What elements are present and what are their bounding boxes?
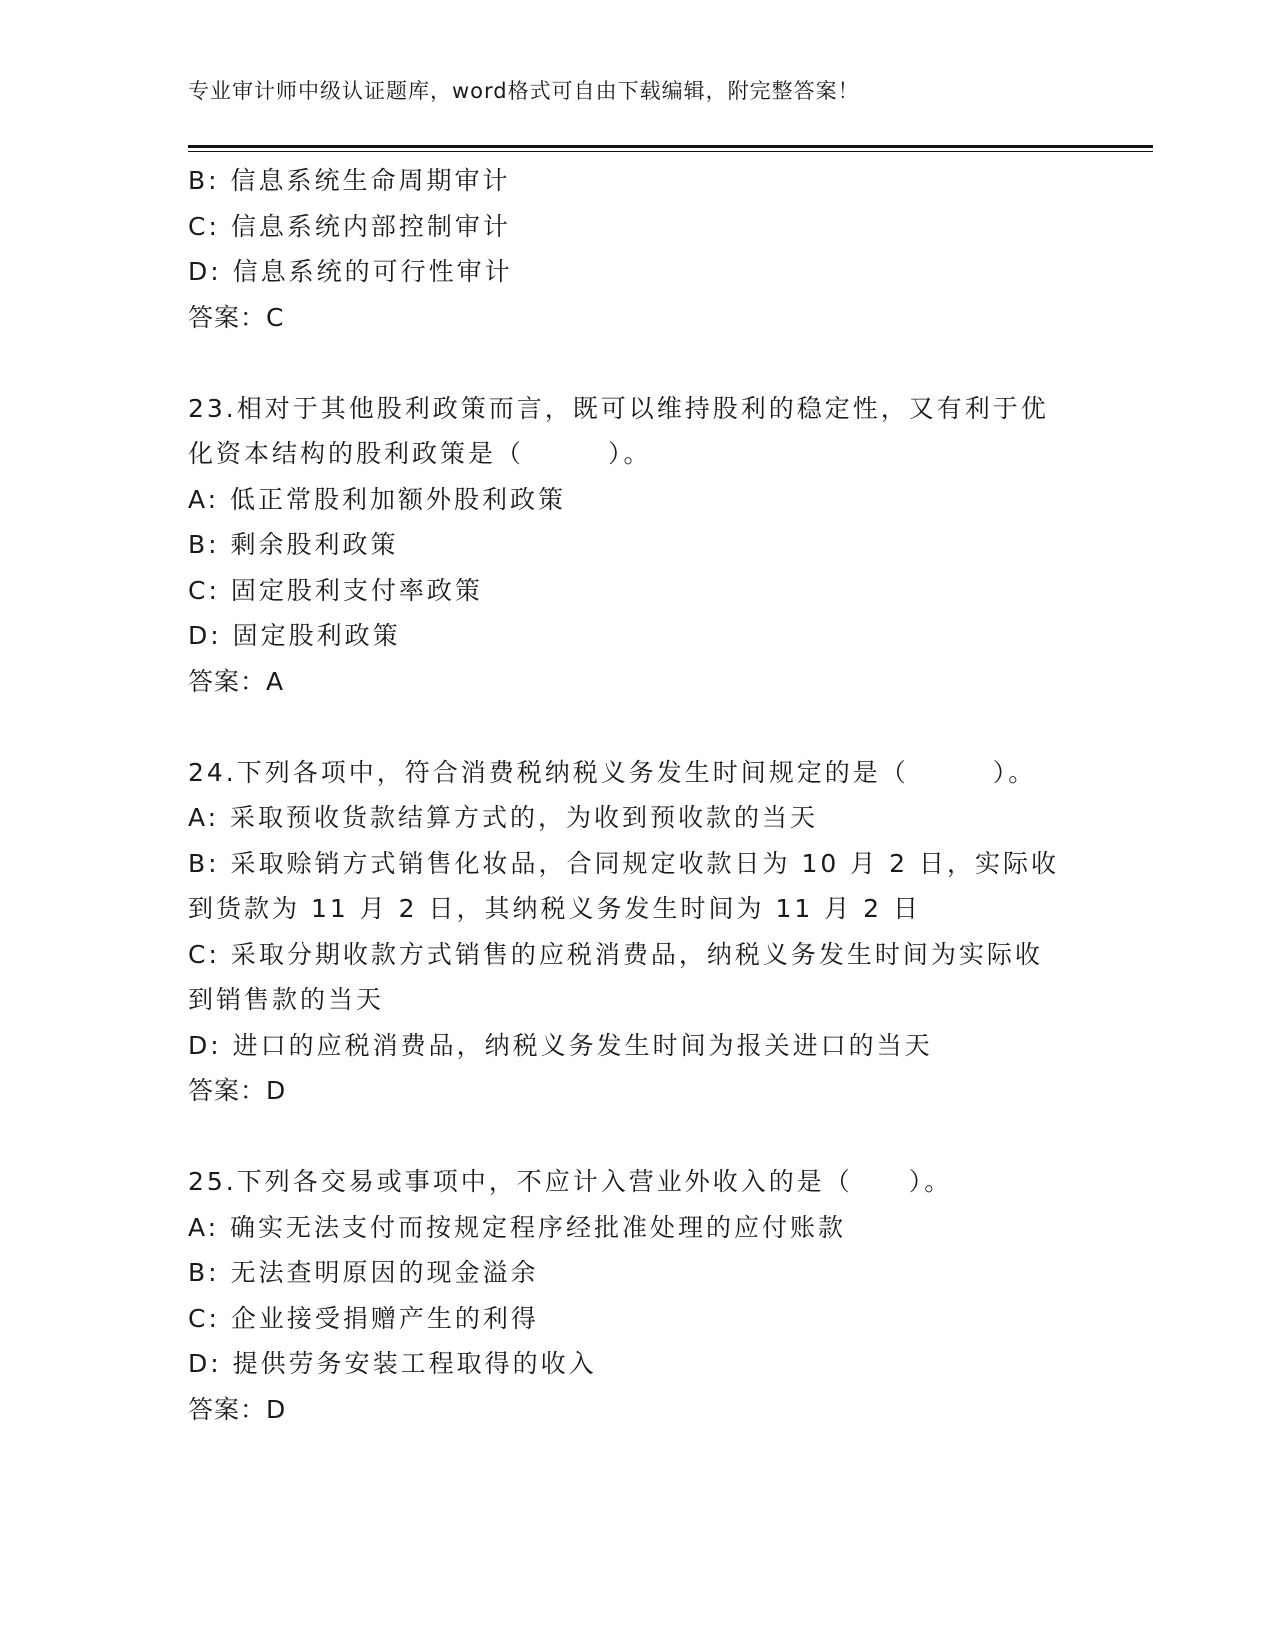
option-a: A: 低正常股利加额外股利政策 bbox=[188, 484, 567, 514]
option-b: B: 采取赊销方式销售化妆品，合同规定收款日为 10 月 2 日，实际收 bbox=[188, 848, 1060, 878]
header-rule-thick bbox=[188, 145, 1153, 148]
question-text-line: 25.下列各交易或事项中，不应计入营业外收入的是（ ）。 bbox=[188, 1167, 953, 1196]
answer: 答案：C bbox=[188, 302, 285, 332]
header-rule-thin bbox=[188, 151, 1153, 152]
option-b: B: 剩余股利政策 bbox=[188, 530, 399, 559]
spacer bbox=[188, 704, 1088, 750]
question-text-line: 化资本结构的股利政策是（ ）。 bbox=[188, 439, 652, 468]
option-d: D: 信息系统的可行性审计 bbox=[188, 257, 513, 286]
option-c: C: 企业接受捐赠产生的利得 bbox=[188, 1303, 539, 1333]
option-d: D: 固定股利政策 bbox=[188, 621, 401, 650]
question-text-line: 24.下列各项中，符合消费税纳税义务发生时间规定的是（ ）。 bbox=[188, 757, 1037, 787]
option-b: B: 无法查明原因的现金溢余 bbox=[188, 1258, 539, 1287]
option-b: B: 信息系统生命周期审计 bbox=[188, 166, 511, 195]
question-text-line: 23.相对于其他股利政策而言，既可以维持股利的稳定性，又有利于优 bbox=[188, 393, 1049, 423]
answer: 答案：D bbox=[188, 1394, 287, 1424]
question-24 bbox=[188, 750, 1088, 1114]
question-25 bbox=[188, 1159, 1088, 1432]
option-c-continued: 到销售款的当天 bbox=[188, 985, 385, 1014]
answer: 答案：A bbox=[188, 666, 285, 696]
option-c: C: 固定股利支付率政策 bbox=[188, 575, 483, 605]
option-b-continued: 到货款为 11 月 2 日，其纳税义务发生时间为 11 月 2 日 bbox=[188, 894, 922, 923]
answer: 答案：D bbox=[188, 1076, 287, 1105]
page-header: 专业审计师中级认证题库，word格式可自由下载编辑，附完整答案！ bbox=[188, 79, 860, 103]
previous-question-continuation bbox=[188, 158, 1088, 340]
option-d: D: 提供劳务安装工程取得的收入 bbox=[188, 1349, 597, 1378]
spacer bbox=[188, 1114, 1088, 1160]
option-d: D: 进口的应税消费品，纳税义务发生时间为报关进口的当天 bbox=[188, 1030, 933, 1060]
question-list bbox=[188, 158, 1088, 1432]
question-23 bbox=[188, 386, 1088, 705]
spacer bbox=[188, 340, 1088, 386]
option-a: A: 确实无法支付而按规定程序经批准处理的应付账款 bbox=[188, 1212, 847, 1242]
option-c: C: 采取分期收款方式销售的应税消费品，纳税义务发生时间为实际收 bbox=[188, 939, 1043, 969]
option-c: C: 信息系统内部控制审计 bbox=[188, 211, 511, 241]
option-a: A: 采取预收货款结算方式的，为收到预收款的当天 bbox=[188, 803, 819, 832]
